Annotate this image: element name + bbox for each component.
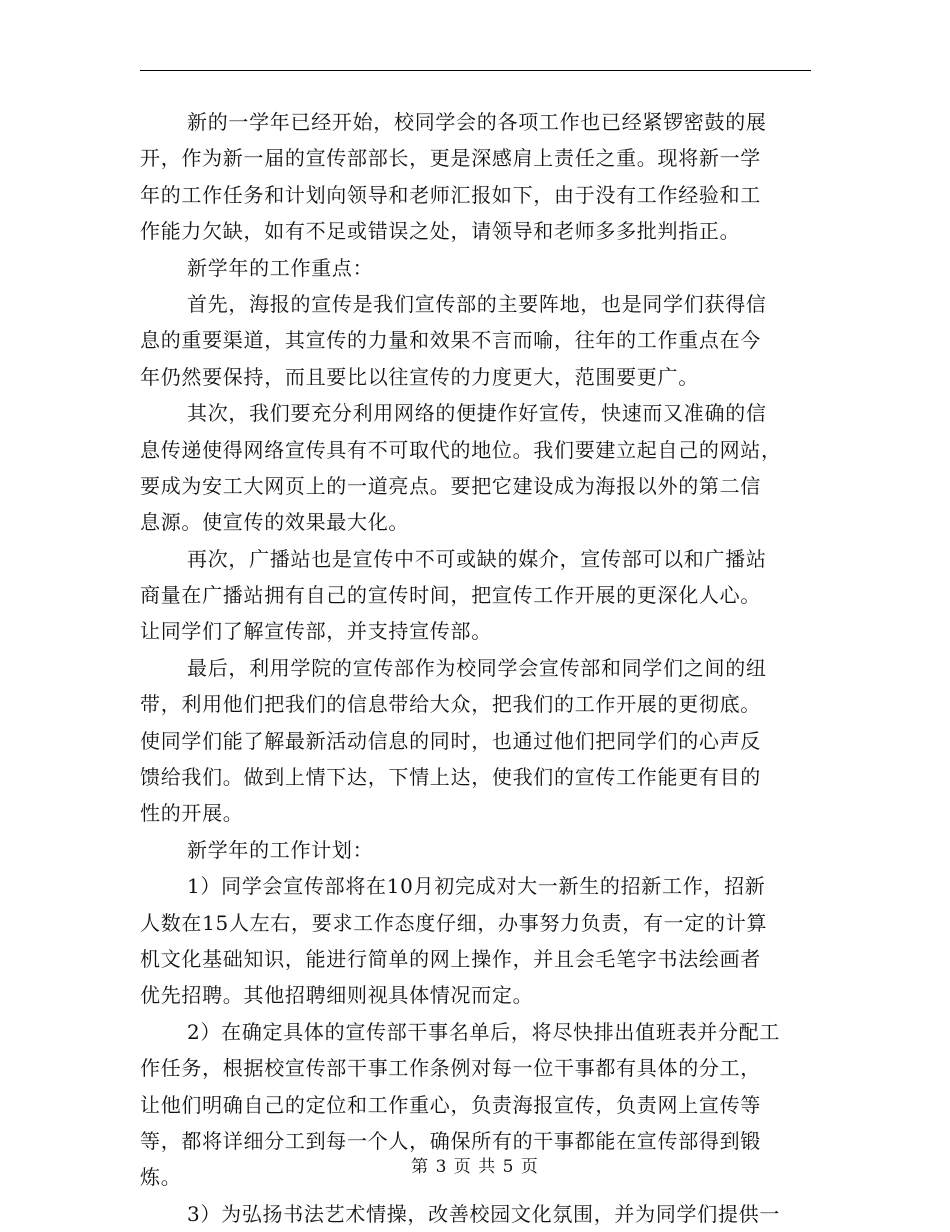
paragraph-line: 息源。使宣传的效果最大化。 bbox=[140, 510, 410, 535]
list-item-line: 机文化基础知识，能进行简单的网上操作，并且会毛笔字书法绘画者 bbox=[140, 946, 761, 971]
list-item-line: 人数在15人左右，要求工作态度仔细，办事努力负责，有一定的计算 bbox=[140, 910, 768, 935]
paragraph-line: 要成为安工大网页上的一道亮点。要把它建设成为海报以外的第二信 bbox=[140, 473, 761, 498]
paragraph-line: 使同学们能了解最新活动信息的同时，也通过他们把同学们的心声反 bbox=[140, 728, 761, 753]
paragraph-line: 开，作为新一届的宣传部部长，更是深感肩上责任之重。现将新一学 bbox=[140, 146, 761, 171]
paragraph-line: 再次，广播站也是宣传中不可或缺的媒介，宣传部可以和广播站 bbox=[187, 546, 767, 571]
paragraph-line: 性的开展。 bbox=[140, 801, 244, 826]
paragraph-line: 商量在广播站拥有自己的宣传时间，把宣传工作开展的更深化人心。 bbox=[140, 583, 761, 608]
list-item-line: 优先招聘。其他招聘细则视具体情况而定。 bbox=[140, 983, 534, 1008]
header-rule bbox=[140, 70, 811, 71]
paragraph-line: 作能力欠缺，如有不足或错误之处，请领导和老师多多批判指正。 bbox=[140, 219, 741, 244]
section-heading: 新学年的工作重点： bbox=[187, 255, 374, 280]
list-item-line: 让他们明确自己的定位和工作重心，负责海报宣传，负责网上宣传等 bbox=[140, 1092, 761, 1117]
list-item-line: 3）为弘扬书法艺术情操，改善校园文化氛围，并为同学们提供一 bbox=[187, 1201, 781, 1226]
paragraph-line: 最后，利用学院的宣传部作为校同学会宣传部和同学们之间的纽 bbox=[187, 655, 767, 680]
list-item-line: 等，都将详细分工到每一个人，确保所有的干事都能在宣传部得到锻 bbox=[140, 1128, 761, 1153]
body-text bbox=[140, 104, 820, 1232]
paragraph-line: 息传递使得网络宣传具有不可取代的地位。我们要建立起自己的网站， bbox=[140, 437, 782, 462]
paragraph-line: 其次，我们要充分利用网络的便捷作好宣传，快速而又准确的信 bbox=[187, 401, 767, 426]
paragraph-line: 年的工作任务和计划向领导和老师汇报如下，由于没有工作经验和工 bbox=[140, 182, 761, 207]
paragraph-line: 带，利用他们把我们的信息带给大众，把我们的工作开展的更彻底。 bbox=[140, 692, 761, 717]
paragraph-line: 年仍然要保持，而且要比以往宣传的力度更大，范围要更广。 bbox=[140, 364, 699, 389]
section-heading: 新学年的工作计划： bbox=[187, 837, 374, 862]
paragraph-line: 息的重要渠道，其宣传的力量和效果不言而喻，往年的工作重点在今 bbox=[140, 328, 761, 353]
list-item-line: 作任务，根据校宣传部干事工作条例对每一位干事都有具体的分工， bbox=[140, 1056, 761, 1081]
page-number: 第 3 页 共 5 页 bbox=[411, 1157, 539, 1177]
paragraph-line: 馈给我们。做到上情下达，下情上达，使我们的宣传工作能更有目的 bbox=[140, 765, 761, 790]
list-item-line: 1）同学会宣传部将在10月初完成对大一新生的招新工作，招新 bbox=[187, 874, 766, 899]
paragraph-line: 让同学们了解宣传部，并支持宣传部。 bbox=[140, 619, 492, 644]
paragraph-line: 首先，海报的宣传是我们宣传部的主要阵地，也是同学们获得信 bbox=[187, 291, 767, 316]
list-item-line: 2）在确定具体的宣传部干事名单后，将尽快排出值班表并分配工 bbox=[187, 1019, 781, 1044]
paragraph-line: 新的一学年已经开始，校同学会的各项工作也已经紧锣密鼓的展 bbox=[187, 110, 767, 134]
list-item-line: 炼。 bbox=[140, 1165, 182, 1190]
